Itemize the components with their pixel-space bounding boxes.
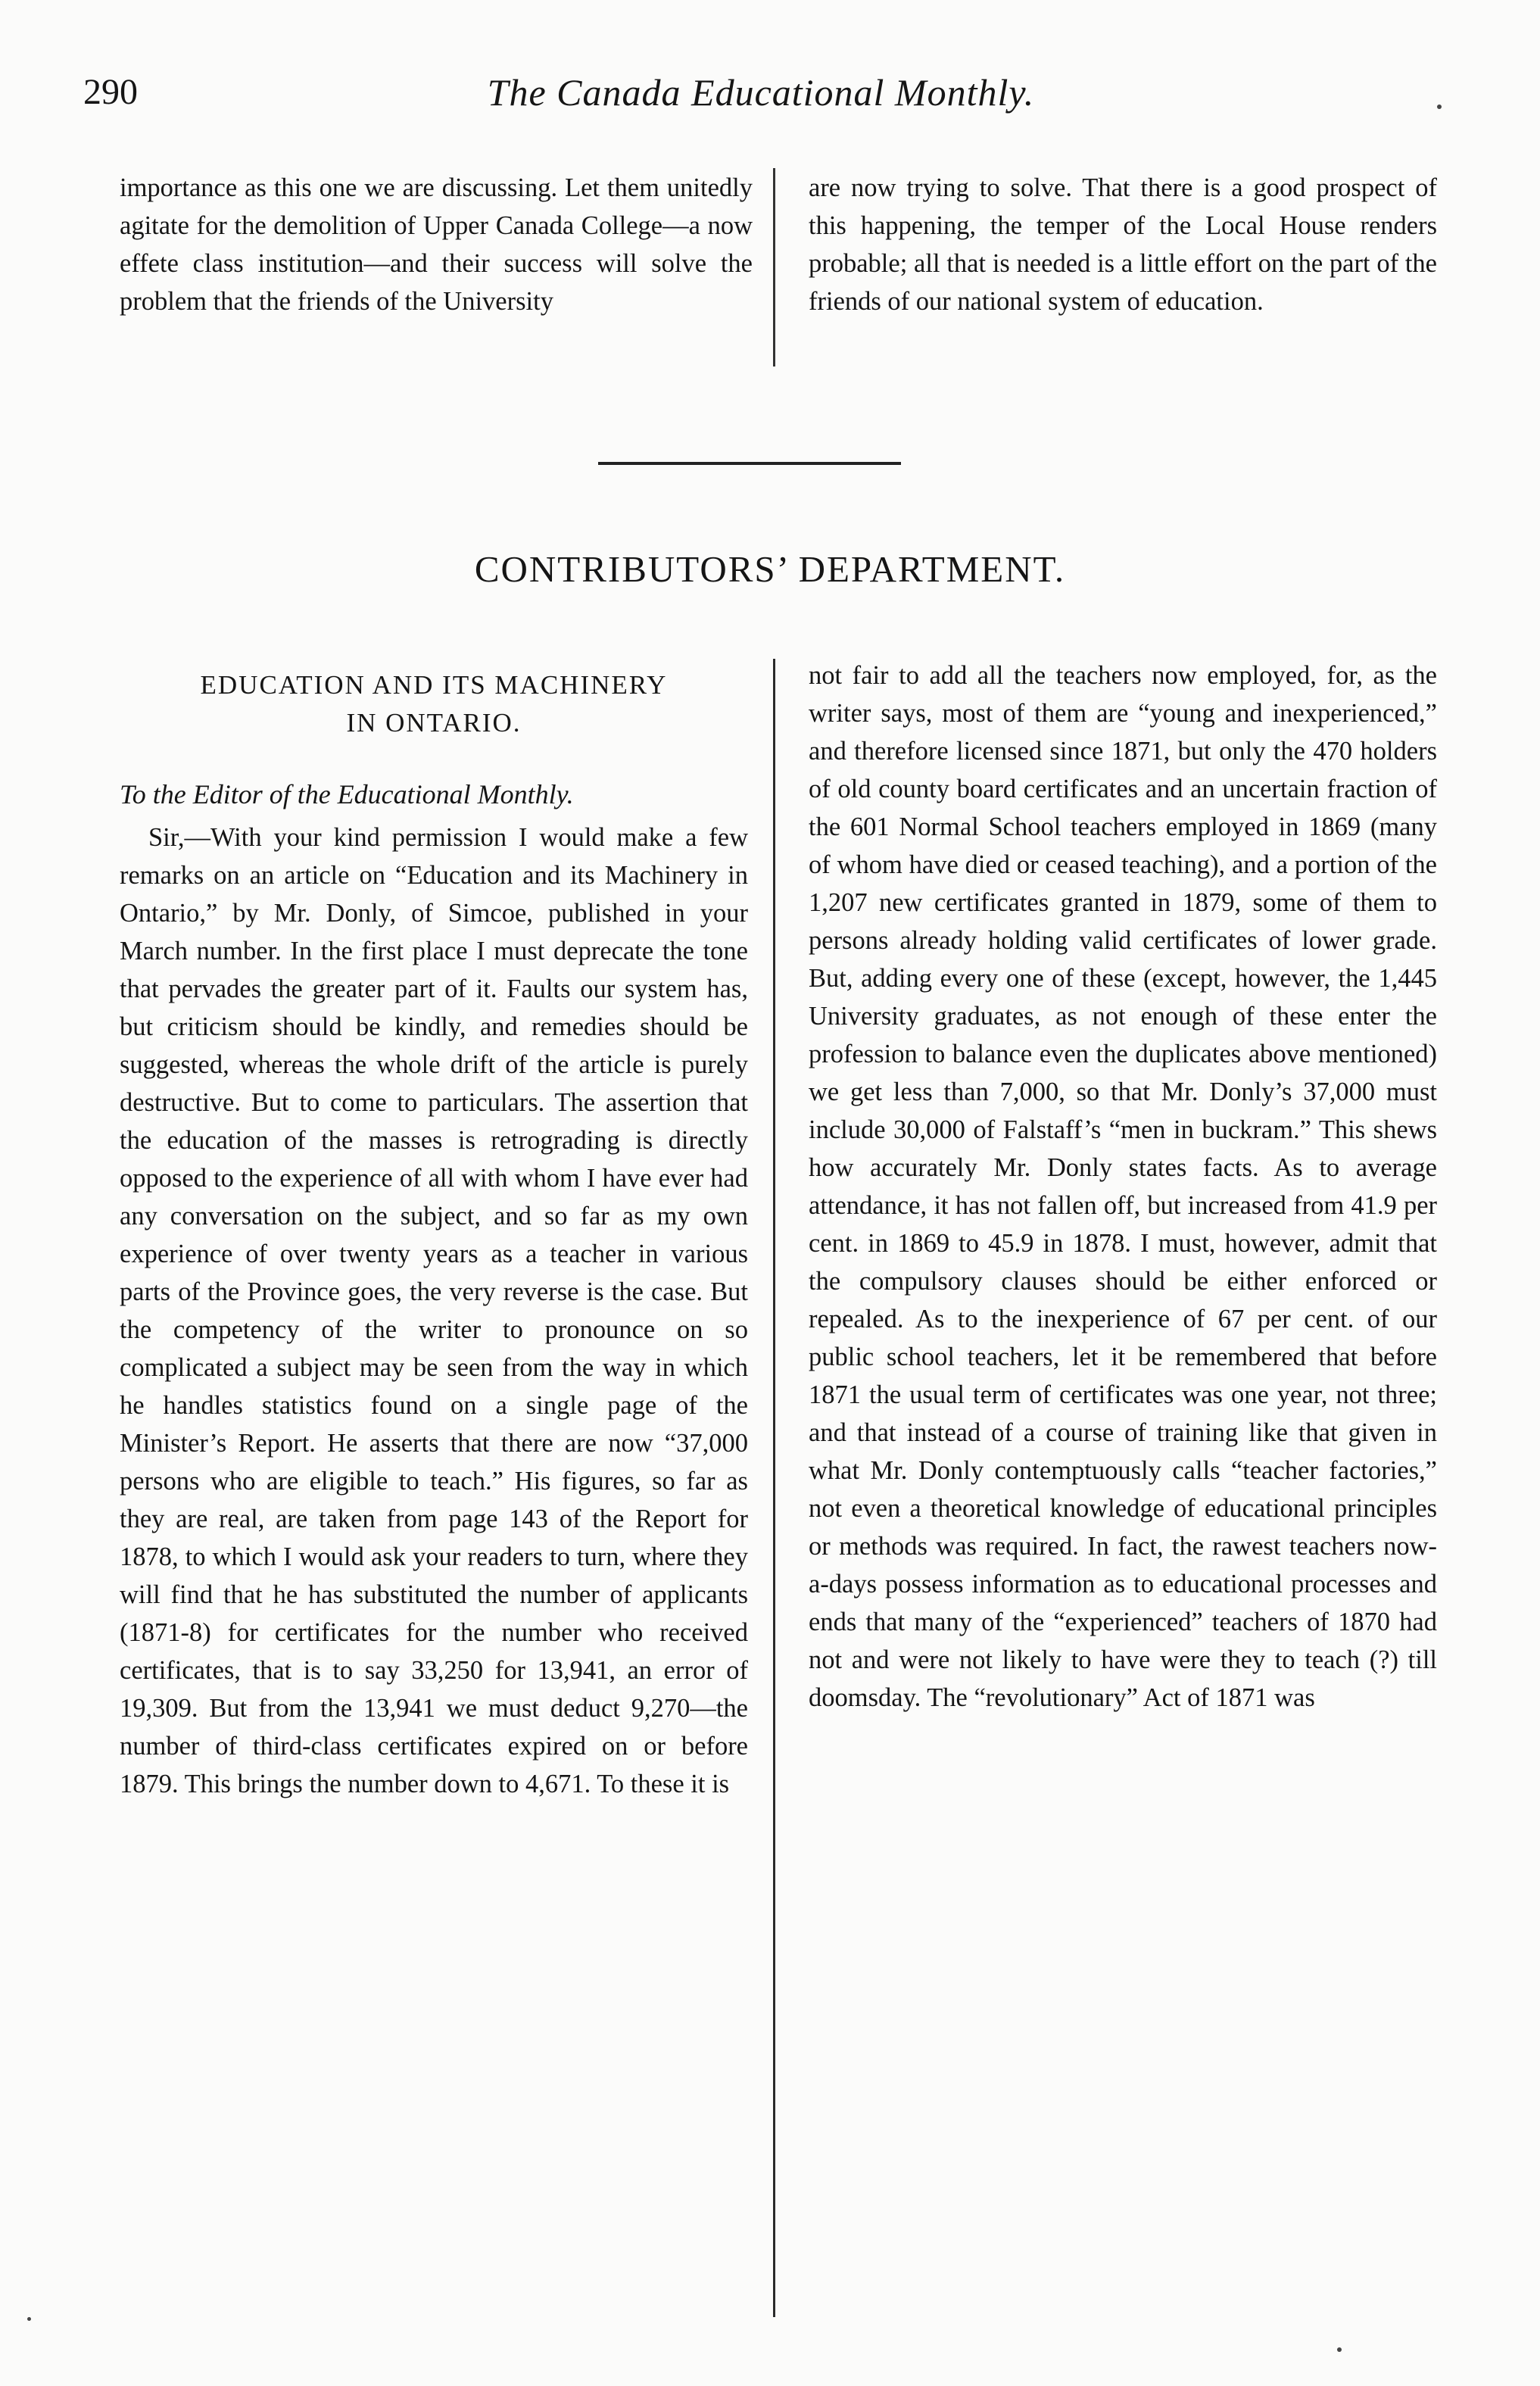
section-divider-rule (598, 462, 901, 465)
print-speck (1337, 2347, 1342, 2352)
continued-paragraph-right: are now trying to solve. That there is a good prospect of this happening, the temper of the Local House renders probable; all that is needed is a little effort on the part of the friends of our national system of education. (809, 173, 1437, 316)
article-paragraph-left: Sir,—With your kind permission I would make a few remarks on an article on “Education and its Machinery in Ontario,” by Mr. Donly, of Simcoe, published in your March number. In the first place I must deprecate the tone that pervades the greater part of it. Faults our system has, but criticism should be kindly, and remedies should be suggested, whereas the whole drift of the article is purely destructive. But to come to particulars. The assertion that the education of the masses is retrograding is directly opposed to the experience of all with whom I have ever had any conversation on the subject, and so far as my own experience of over twenty years as a teacher in various parts of the Province goes, the very reverse is the case. But the competency of the writer to pronounce on so complicated a subject may be seen from the way in which he handles statistics found on a single page of the Minister’s Report. He asserts that there are now “37,000 persons who are eligible to teach.” His figures, so far as they are real, are taken from page 143 of the Report for 1878, to which I would ask your readers to turn, where they will find that he has substituted the number of applicants (1871-8) for certificates for the number who received certificates, that is to say 33,250 for 13,941, an error of 19,309. But from the 13,941 we must deduct 9,270—the number of third-class certificates expired on or before 1879. This brings the number down to 4,671. To these it is (120, 823, 748, 1798)
column-divider-main (773, 659, 775, 2317)
column-divider-top (773, 168, 775, 366)
continued-text-left-column (120, 169, 753, 320)
section-title: CONTRIBUTORS’ DEPARTMENT. (474, 548, 1066, 590)
running-head (83, 70, 1439, 123)
article-right-column (809, 657, 1437, 1717)
article-title-line-1: EDUCATION AND ITS MACHINERY (200, 670, 668, 700)
salutation: To the Editor of the Educational Monthly. (120, 779, 574, 809)
article-paragraph-right: not fair to add all the teachers now employed, for, as the writer says, most of them are “young and inexperienced,” and therefore licensed since 1871, but only the 470 holders of old county board certificates and an uncertain fraction of the 601 Normal School teachers employed in 1869 (many of whom have died or ceased teaching), and a portion of the 1,207 new certificates granted in 1879, some of them to persons already holding valid certificates of lower grade. But, adding every one of these (except, however, the 1,445 University graduates, as not enough of these enter the profession to balance even the duplicates above mentioned) we get less than 7,000, so that Mr. Donly’s 37,000 must include 30,000 of Falstaff’s “men in buckram.” This shews how accurately Mr. Donly states facts. As to average attendance, it has not fallen off, but increased from 41.9 per cent. in 1869 to 45.9 in 1878. I must, however, admit that the compulsory clauses should be either enforced or repealed. As to the inexperience of 67 per cent. of our public school teachers, let it be remembered that before 1871 the usual term of certificates was one year, not three; and that instead of a course of training like that given in what Mr. Donly contemptuously calls “teacher factories,” not even a theoretical knowledge of educational principles or methods was required. In fact, the rawest teachers now-a-days possess information as to educational processes and ends that many of the “experienced” teachers of 1870 had not and were not likely to have were they to teach (?) till doomsday. The “revolutionary” Act of 1871 was (809, 661, 1437, 1712)
article-title-line-2: IN ONTARIO. (346, 708, 522, 738)
continued-paragraph-left: importance as this one we are discussing. Let them unitedly agitate for the demolition of Upper Canada College—a now effete class institution—and their success will solve the problem that the friends of the University (120, 173, 753, 316)
page-number: 290 (83, 72, 138, 112)
continued-text-right-column (809, 169, 1437, 320)
print-speck (1437, 104, 1442, 109)
journal-title: The Canada Educational Monthly. (487, 71, 1035, 114)
print-speck (27, 2317, 31, 2321)
article-left-column (120, 819, 748, 1803)
article-title (120, 666, 748, 742)
